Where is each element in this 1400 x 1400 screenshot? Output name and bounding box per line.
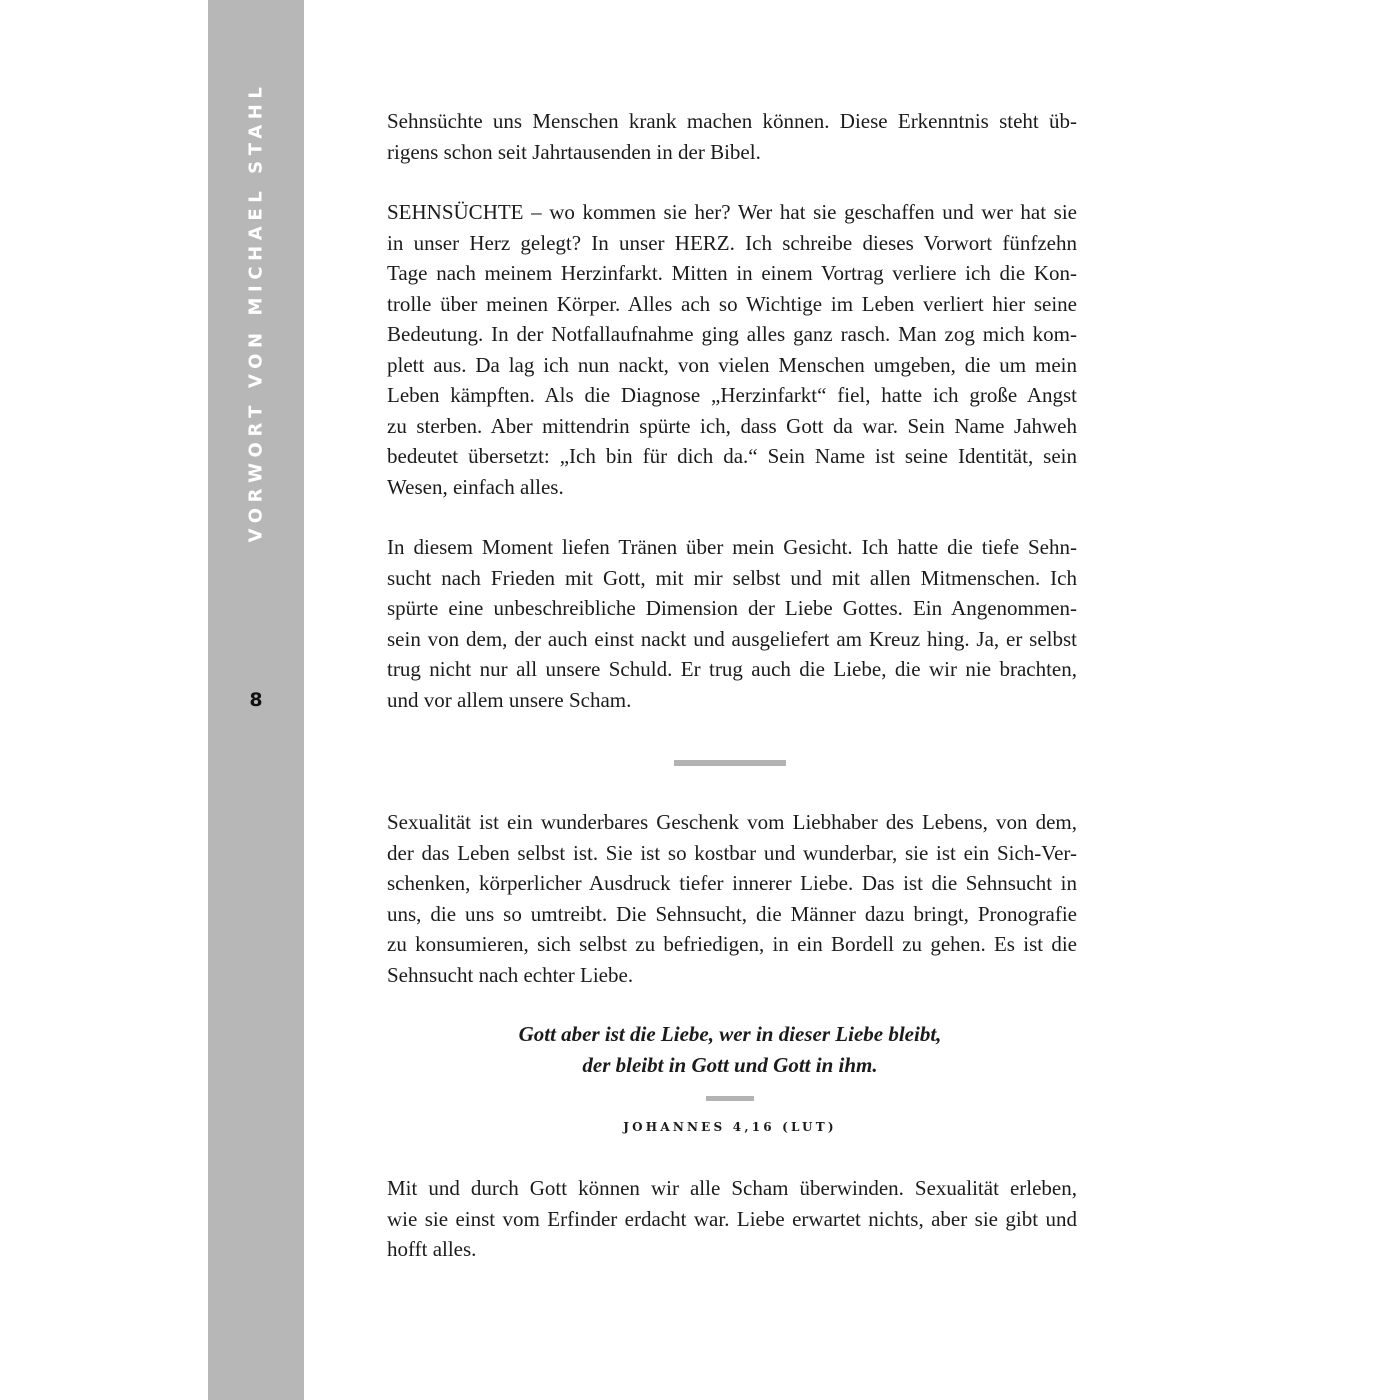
text-line: der das Leben selbst ist. Sie ist so kostbar und wunderbar, sie ist ein Sich-Ver-	[387, 840, 1077, 865]
text-line: in unser Herz gelegt? In unser HERZ. Ich schreibe dieses Vorwort fünfzehn	[387, 230, 1077, 255]
quote-divider	[706, 1096, 754, 1101]
text-line: trolle über meinen Körper. Alles ach so Wichtige im Leben verliert hier seine	[387, 291, 1077, 316]
text-line: zu konsumieren, sich selbst zu befriedigen, in ein Bordell zu gehen. Es ist die	[387, 932, 1077, 956]
page-number: 8	[249, 689, 263, 711]
paragraph-1	[387, 106, 1077, 167]
text-line: spürte eine unbeschreibliche Dimension der Liebe Gottes. Ein Angenommen-	[387, 596, 1077, 620]
text-line: In diesem Moment liefen Tränen über mein Gesicht. Ich hatte die tiefe Sehn-	[387, 535, 1077, 559]
text-line: Tage nach meinem Herzinfarkt. Mitten in einem Vortrag verliere ich die Kon-	[387, 261, 1077, 285]
text-line: uns, die uns so umtreibt. Die Sehnsucht, die Männer dazu bringt, Pronografie	[387, 901, 1077, 926]
text-line: schenken, körperlicher Ausdruck tiefer innerer Liebe. Das ist die Sehnsucht in	[387, 871, 1077, 895]
paragraph-2	[387, 197, 1077, 502]
text-line: plett aus. Da lag ich nun nackt, von vielen Menschen umgeben, die um mein	[387, 352, 1077, 377]
quote-source: JOHANNES 4,16 (LUT)	[623, 1120, 837, 1134]
text-line: zu sterben. Aber mittendrin spürte ich, dass Gott da war. Sein Name Jahweh	[387, 413, 1077, 438]
text-line: hofft alles.	[387, 1237, 477, 1261]
paragraph-4	[387, 807, 1077, 990]
text-line: SEHNSÜCHTE – wo kommen sie her? Wer hat sie geschaffen und wer hat sie	[387, 200, 1077, 224]
quote-line: Gott aber ist die Liebe, wer in dieser Liebe bleibt,	[518, 1022, 942, 1046]
quote-line: der bleibt in Gott und Gott in ihm.	[582, 1053, 878, 1077]
text-line: und vor allem unsere Scham.	[387, 687, 632, 712]
text-line: Bedeutung. In der Notfallaufnahme ging alles ganz rasch. Man zog mich kom-	[387, 322, 1077, 346]
text-line: Sehnsüchte uns Menschen krank machen können. Diese Erkenntnis steht üb-	[387, 109, 1077, 133]
bible-quote	[387, 1019, 1073, 1081]
text-line: Mit und durch Gott können wir alle Scham überwinden. Sexualität erleben,	[387, 1176, 1077, 1200]
section-divider	[674, 760, 786, 766]
text-line: Sehnsucht nach echter Liebe.	[387, 962, 634, 987]
text-line: trug nicht nur all unsere Schuld. Er trug auch die Liebe, die wir nie brachten,	[387, 657, 1077, 681]
text-line: Leben kämpften. Als die Diagnose „Herzinfarkt“ fiel, hatte ich große Angst	[387, 383, 1077, 407]
text-line: sucht nach Frieden mit Gott, mit mir selbst und mit allen Mitmenschen. Ich	[387, 565, 1077, 590]
text-line: rigens schon seit Jahrtausenden in der Bibel.	[387, 139, 761, 164]
paragraph-3	[387, 532, 1077, 715]
paragraph-5	[387, 1173, 1077, 1265]
text-line: sein von dem, der auch einst nackt und ausgeliefert am Kreuz hing. Ja, er selbst	[387, 626, 1077, 651]
text-line: Sexualität ist ein wunderbares Geschenk vom Liebhaber des Lebens, von dem,	[387, 810, 1077, 834]
text-line: bedeutet übersetzt: „Ich bin für dich da.“ Sein Name ist seine Identität, sein	[387, 444, 1077, 468]
running-title: VORWORT VON MICHAEL STAHL	[245, 81, 267, 543]
text-line: Wesen, einfach alles.	[387, 474, 564, 499]
text-line: wie sie einst vom Erfinder erdacht war. Liebe erwartet nichts, aber sie gibt und	[387, 1206, 1077, 1231]
